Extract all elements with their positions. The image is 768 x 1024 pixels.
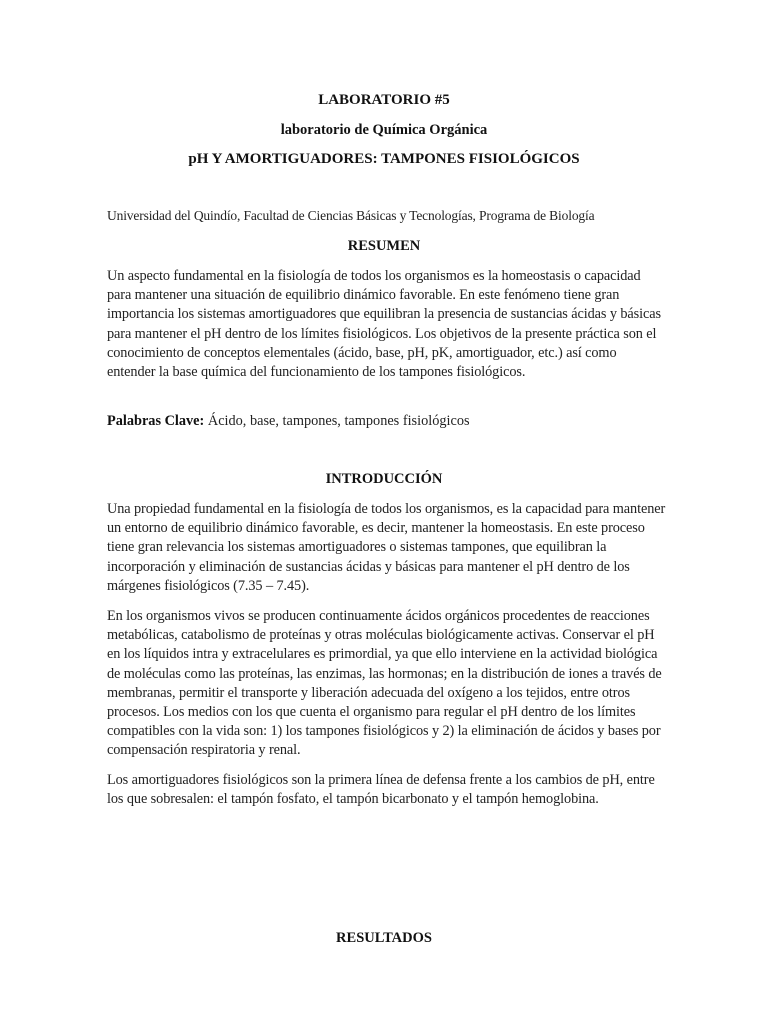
affiliation-line: Universidad del Quindío, Facultad de Ciencias Básicas y Tecnologías, Programa de Biología bbox=[107, 208, 595, 223]
keywords-label: Palabras Clave: bbox=[107, 413, 205, 429]
resumen-heading: RESUMEN bbox=[347, 238, 421, 254]
course-title: laboratorio de Química Orgánica bbox=[280, 122, 488, 138]
resumen-paragraph: Un aspecto fundamental en la fisiología de todos los organismos es la homeostasis o capacidad para mantener una situación de equilibrio dinámico favorable. En este fenómeno tiene gran importancia los sistemas amortiguadores que equilibran la presencia de sustancias ácidas y básicas para mantener el pH dentro de los límites fisiológicos. Los objetivos de la presente práctica son el conocimiento de conceptos elementales (ácido, base, pH, pK, amortiguador, etc.) así como entender la base química del funcionamiento de los tampones fisiológicos. bbox=[107, 268, 661, 381]
topic-title: pH Y AMORTIGUADORES: TAMPONES FISIOLÓGICOS bbox=[188, 151, 580, 167]
introduccion-heading: INTRODUCCIÓN bbox=[325, 471, 443, 487]
introduccion-paragraph-1: Una propiedad fundamental en la fisiología de todos los organismos, es la capacidad para mantener un entorno de equilibrio dinámico favorable, es decir, mantener la homeostasis. En este proceso tiene gran relevancia los sistemas amortiguadores o sistemas tampones, que equilibran la incorporación y eliminación de sustancias ácidas y básicas para mantener el pH dentro de los márgenes fisiológicos (7.35 – 7.45). bbox=[107, 501, 666, 594]
resultados-heading: RESULTADOS bbox=[336, 930, 432, 946]
keywords-text: Ácido, base, tampones, tampones fisiológicos bbox=[204, 413, 470, 429]
introduccion-paragraph-2: En los organismos vivos se producen continuamente ácidos orgánicos procedentes de reacciones metabólicas, catabolismo de proteínas y otras moléculas biológicamente activas. Conservar el pH en los líquidos intra y extracelulares es primordial, ya que ello interviene en la actividad biológica de moléculas como las proteínas, las enzimas, las hormonas; en la distribución de iones a través de membranas, permitir el transporte y liberación adecuada del oxígeno a los tejidos, entre otros procesos. Los medios con los que cuenta el organismo para regular el pH dentro de los límites compatibles con la vida son: 1) los tampones fisiológicos y 2) la eliminación de ácidos y bases por compensación respiratoria y renal. bbox=[107, 608, 662, 759]
lab-number-title: LABORATORIO #5 bbox=[318, 92, 450, 108]
keywords-line bbox=[107, 413, 667, 430]
introduccion-paragraph-3: Los amortiguadores fisiológicos son la primera línea de defensa frente a los cambios de pH, entre los que sobresalen: el tampón fosfato, el tampón bicarbonato y el tampón hemoglobina. bbox=[107, 772, 655, 808]
